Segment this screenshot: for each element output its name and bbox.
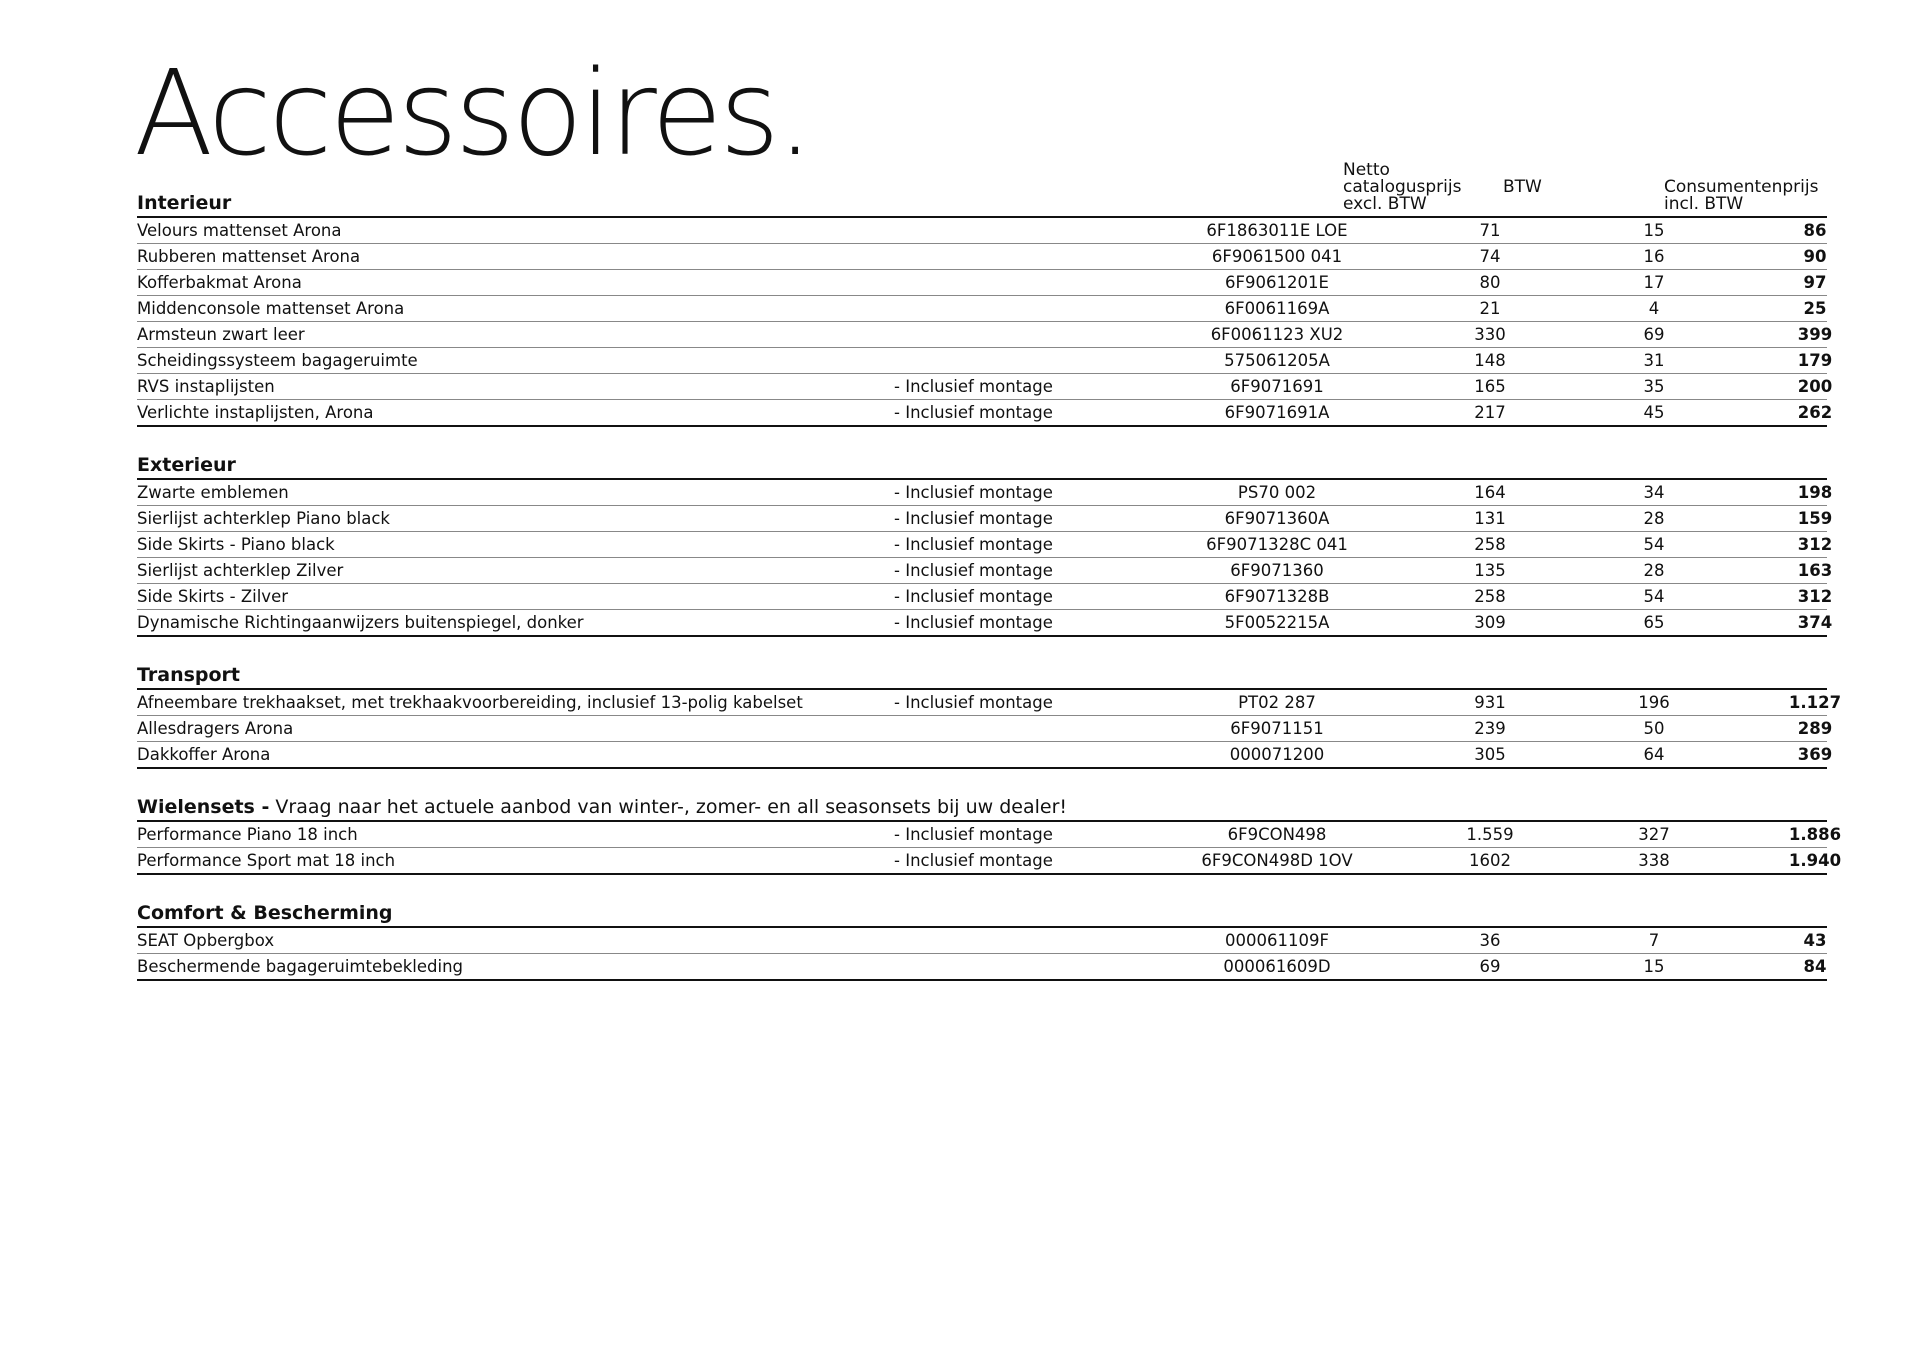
page-title: Accessoires. <box>134 44 811 182</box>
item-netto-price: 1602 <box>1469 851 1511 870</box>
table-row <box>137 822 1842 848</box>
table-row <box>137 322 1833 348</box>
item-name: Verlichte instaplijsten, Arona <box>137 403 374 422</box>
item-netto-price: 165 <box>1474 377 1506 396</box>
item-part-number: 6F9071360 <box>1230 561 1324 580</box>
table-section <box>137 900 1827 981</box>
item-netto-price: 71 <box>1479 221 1501 240</box>
section-title: Wielensets - <box>137 796 270 818</box>
item-consumer-price: 25 <box>1803 299 1827 318</box>
table-row <box>137 218 1827 244</box>
section-title: Exterieur <box>137 454 236 476</box>
item-consumer-price: 163 <box>1797 561 1833 580</box>
item-part-number: PS70 002 <box>1237 483 1317 502</box>
table-row <box>137 480 1833 506</box>
item-consumer-price: 179 <box>1797 351 1833 370</box>
section-title: Interieur <box>137 192 232 214</box>
item-btw: 327 <box>1638 825 1670 844</box>
item-part-number: 000061109F <box>1225 931 1329 950</box>
item-montage-note: - Inclusief montage <box>894 483 1053 502</box>
item-btw: 4 <box>1648 299 1660 318</box>
item-btw: 50 <box>1643 719 1665 738</box>
item-name: Armsteun zwart leer <box>137 325 305 344</box>
item-netto-price: 36 <box>1479 931 1501 950</box>
item-netto-price: 330 <box>1474 325 1506 344</box>
table-row <box>137 928 1827 954</box>
item-btw: 64 <box>1643 745 1665 764</box>
item-btw: 28 <box>1643 561 1665 580</box>
item-montage-note: - Inclusief montage <box>894 509 1053 528</box>
item-montage-note: - Inclusief montage <box>894 587 1053 606</box>
item-consumer-price: 43 <box>1803 931 1827 950</box>
item-netto-price: 164 <box>1474 483 1506 502</box>
item-name: Allesdragers Arona <box>137 719 294 738</box>
table-row <box>137 400 1833 427</box>
table-row <box>137 742 1833 769</box>
item-btw: 31 <box>1643 351 1665 370</box>
item-montage-note: - Inclusief montage <box>894 693 1053 712</box>
item-netto-price: 74 <box>1479 247 1501 266</box>
column-header-netto: Netto catalogusprijs excl. BTW <box>1343 160 1462 214</box>
item-name: Dakkoffer Arona <box>137 745 271 764</box>
item-part-number: 575061205A <box>1224 351 1330 370</box>
item-netto-price: 69 <box>1479 957 1501 976</box>
item-btw: 54 <box>1643 535 1665 554</box>
item-netto-price: 239 <box>1474 719 1506 738</box>
item-btw: 196 <box>1638 693 1670 712</box>
item-btw: 15 <box>1643 957 1665 976</box>
item-btw: 28 <box>1643 509 1665 528</box>
item-btw: 35 <box>1643 377 1665 396</box>
item-consumer-price: 262 <box>1797 403 1833 422</box>
section-header <box>137 452 1827 480</box>
item-montage-note: - Inclusief montage <box>894 851 1053 870</box>
item-netto-price: 258 <box>1474 587 1506 606</box>
item-consumer-price: 198 <box>1797 483 1833 502</box>
item-montage-note: - Inclusief montage <box>894 403 1053 422</box>
item-name: Afneembare trekhaakset, met trekhaakvoorbereiding, inclusief 13-polig kabelset <box>137 693 803 712</box>
item-montage-note: - Inclusief montage <box>894 535 1053 554</box>
item-consumer-price: 1.940 <box>1788 851 1842 870</box>
item-part-number: 5F0052215A <box>1224 613 1330 632</box>
item-part-number: 6F0061123 XU2 <box>1210 325 1344 344</box>
item-name: Zwarte emblemen <box>137 483 289 502</box>
item-part-number: 6F9061500 041 <box>1211 247 1343 266</box>
item-name: Dynamische Richtingaanwijzers buitenspiegel, donker <box>137 613 584 632</box>
item-consumer-price: 312 <box>1797 587 1833 606</box>
item-part-number: 6F1863011E LOE <box>1206 221 1348 240</box>
item-consumer-price: 86 <box>1803 221 1827 240</box>
table-section <box>137 662 1842 769</box>
item-netto-price: 305 <box>1474 745 1506 764</box>
item-consumer-price: 399 <box>1797 325 1833 344</box>
table-row <box>137 848 1842 875</box>
section-header <box>137 190 1827 218</box>
item-consumer-price: 374 <box>1797 613 1833 632</box>
item-part-number: 6F9071691A <box>1224 403 1330 422</box>
table-row <box>137 690 1842 716</box>
table-row <box>137 270 1827 296</box>
item-part-number: 6F9CON498 <box>1227 825 1327 844</box>
table-row <box>137 348 1833 374</box>
item-btw: 65 <box>1643 613 1665 632</box>
item-consumer-price: 159 <box>1797 509 1833 528</box>
item-netto-price: 131 <box>1474 509 1506 528</box>
section-header <box>137 794 1827 822</box>
item-name: Sierlijst achterklep Zilver <box>137 561 344 580</box>
item-part-number: 6F9071360A <box>1224 509 1330 528</box>
item-btw: 15 <box>1643 221 1665 240</box>
item-name: Side Skirts - Zilver <box>137 587 289 606</box>
item-btw: 69 <box>1643 325 1665 344</box>
item-name: Side Skirts - Piano black <box>137 535 335 554</box>
item-name: Velours mattenset Arona <box>137 221 342 240</box>
column-header-btw: BTW <box>1503 177 1542 197</box>
table-section <box>137 190 1833 427</box>
table-row <box>137 532 1833 558</box>
item-part-number: 000071200 <box>1229 745 1325 764</box>
table-section <box>137 452 1833 637</box>
item-netto-price: 258 <box>1474 535 1506 554</box>
item-btw: 7 <box>1648 931 1660 950</box>
table-section <box>137 794 1842 875</box>
item-name: Middenconsole mattenset Arona <box>137 299 405 318</box>
table-row <box>137 244 1827 270</box>
table-row <box>137 716 1833 742</box>
item-consumer-price: 1.127 <box>1788 693 1842 712</box>
table-row <box>137 558 1833 584</box>
item-btw: 34 <box>1643 483 1665 502</box>
item-part-number: 6F9071151 <box>1230 719 1324 738</box>
item-btw: 16 <box>1643 247 1665 266</box>
item-part-number: 6F9CON498D 1OV <box>1201 851 1353 870</box>
item-btw: 54 <box>1643 587 1665 606</box>
item-name: Performance Piano 18 inch <box>137 825 358 844</box>
item-consumer-price: 1.886 <box>1788 825 1842 844</box>
section-header <box>137 662 1827 690</box>
item-consumer-price: 90 <box>1803 247 1827 266</box>
item-netto-price: 21 <box>1479 299 1501 318</box>
item-consumer-price: 97 <box>1803 273 1827 292</box>
item-name: Rubberen mattenset Arona <box>137 247 361 266</box>
section-title: Transport <box>137 664 241 686</box>
item-netto-price: 135 <box>1474 561 1506 580</box>
item-btw: 338 <box>1638 851 1670 870</box>
column-header-consumentenprijs: Consumentenprijs incl. BTW <box>1664 177 1819 214</box>
item-consumer-price: 369 <box>1797 745 1833 764</box>
item-consumer-price: 200 <box>1797 377 1833 396</box>
item-part-number: 6F9071328C 041 <box>1206 535 1348 554</box>
item-montage-note: - Inclusief montage <box>894 613 1053 632</box>
item-name: Kofferbakmat Arona <box>137 273 302 292</box>
section-header <box>137 900 1827 928</box>
item-netto-price: 148 <box>1474 351 1506 370</box>
item-netto-price: 217 <box>1474 403 1506 422</box>
table-row <box>137 506 1833 532</box>
accessories-table <box>137 190 1842 1006</box>
item-part-number: 6F9061201E <box>1225 273 1329 292</box>
item-name: SEAT Opbergbox <box>137 931 275 950</box>
item-netto-price: 309 <box>1474 613 1506 632</box>
item-name: Performance Sport mat 18 inch <box>137 851 396 870</box>
section-title: Comfort & Bescherming <box>137 902 393 924</box>
item-montage-note: - Inclusief montage <box>894 561 1053 580</box>
table-row <box>137 584 1833 610</box>
table-row <box>137 610 1833 637</box>
item-name: Sierlijst achterklep Piano black <box>137 509 390 528</box>
table-row <box>137 374 1833 400</box>
item-netto-price: 931 <box>1474 693 1506 712</box>
table-row <box>137 954 1827 981</box>
item-name: RVS instaplijsten <box>137 377 275 396</box>
item-name: Beschermende bagageruimtebekleding <box>137 957 464 976</box>
item-consumer-price: 84 <box>1803 957 1827 976</box>
item-part-number: 6F9071328B <box>1224 587 1330 606</box>
item-consumer-price: 289 <box>1797 719 1833 738</box>
item-name: Scheidingssysteem bagageruimte <box>137 351 418 370</box>
item-part-number: 6F9071691 <box>1230 377 1324 396</box>
item-netto-price: 1.559 <box>1466 825 1514 844</box>
item-btw: 17 <box>1643 273 1665 292</box>
item-consumer-price: 312 <box>1797 535 1833 554</box>
item-part-number: 000061609D <box>1223 957 1331 976</box>
item-btw: 45 <box>1643 403 1665 422</box>
item-part-number: PT02 287 <box>1238 693 1316 712</box>
item-part-number: 6F0061169A <box>1224 299 1330 318</box>
section-note: Vraag naar het actuele aanbod van winter-, zomer- en all seasonsets bij uw dealer! <box>269 796 1068 818</box>
item-montage-note: - Inclusief montage <box>894 825 1053 844</box>
table-row <box>137 296 1827 322</box>
item-netto-price: 80 <box>1479 273 1501 292</box>
item-montage-note: - Inclusief montage <box>894 377 1053 396</box>
